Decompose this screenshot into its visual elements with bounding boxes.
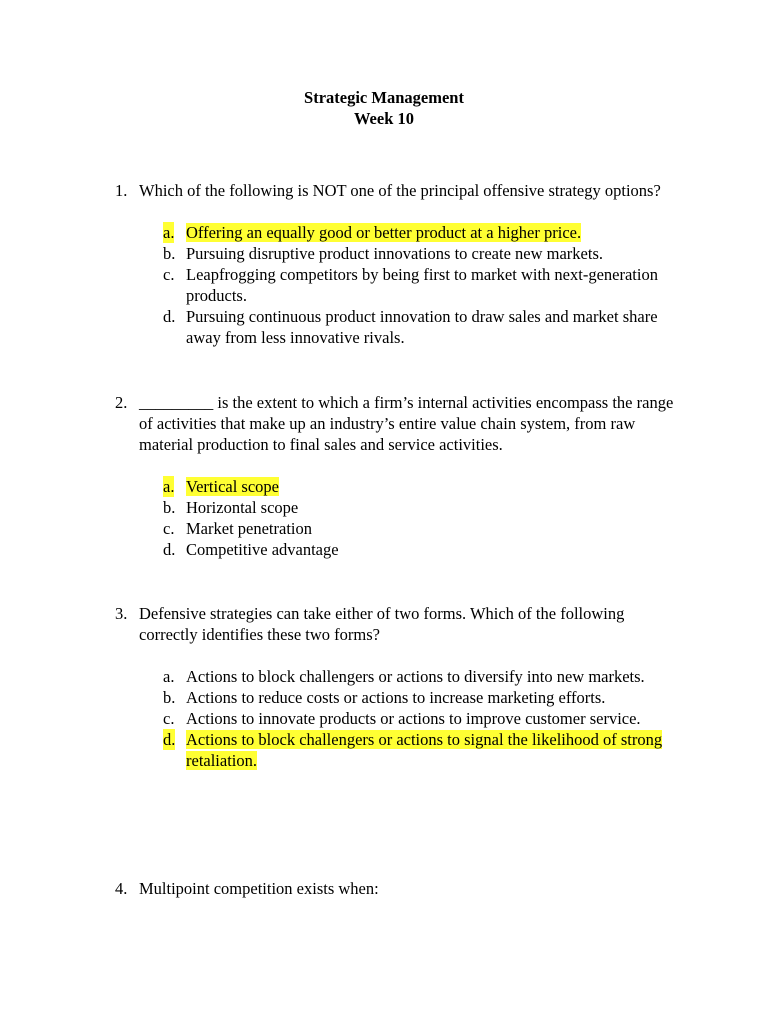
option-text: Actions to block challengers or actions to signal the likelihood of strong retaliation.: [186, 730, 663, 770]
answer-option-a: [163, 476, 683, 497]
question-number: 2.: [115, 393, 128, 412]
answer-options: [163, 222, 683, 348]
answer-options: [163, 476, 683, 560]
document-header: [0, 87, 768, 129]
answer-option-c: [163, 518, 683, 539]
question-text: Defensive strategies can take either of two forms. Which of the following correctly identifies these two forms?: [139, 604, 625, 644]
answer-option-b: [163, 687, 683, 708]
question-2: [115, 392, 695, 560]
option-letter: c.: [163, 519, 175, 538]
option-text: Competitive advantage: [186, 540, 339, 559]
question-3: [115, 603, 695, 771]
option-text: Horizontal scope: [186, 498, 299, 517]
answer-option-b: [163, 497, 683, 518]
option-letter: d.: [163, 307, 176, 326]
option-letter: c.: [163, 709, 175, 728]
answer-option-a: [163, 222, 683, 243]
option-letter: d.: [163, 540, 176, 559]
answer-option-d: [163, 729, 683, 771]
question-text: _________ is the extent to which a firm’s internal activities encompass the range of activities that make up an industry’s entire value chain system, from raw material production to final sales and service activities.: [139, 393, 674, 454]
question-1: [115, 180, 695, 348]
answer-option-c: [163, 264, 683, 306]
question-number: 3.: [115, 604, 128, 623]
answer-options: [163, 666, 683, 771]
option-text: Leapfrogging competitors by being first to market with next-generation products.: [186, 265, 658, 305]
option-letter: a.: [163, 477, 175, 496]
option-letter: b.: [163, 688, 176, 707]
option-text: Vertical scope: [186, 477, 279, 496]
option-text: Actions to block challengers or actions to diversify into new markets.: [186, 667, 645, 686]
option-letter: b.: [163, 498, 176, 517]
option-letter: b.: [163, 244, 176, 263]
question-number: 4.: [115, 879, 128, 898]
question-4: [115, 878, 695, 899]
option-letter: a.: [163, 667, 175, 686]
answer-option-d: [163, 306, 683, 348]
answer-option-b: [163, 243, 683, 264]
question-number: 1.: [115, 181, 128, 200]
option-letter: d.: [163, 730, 176, 749]
option-text: Actions to innovate products or actions to improve customer service.: [186, 709, 641, 728]
question-text: Multipoint competition exists when:: [139, 879, 379, 898]
option-text: Pursuing disruptive product innovations to create new markets.: [186, 244, 603, 263]
option-text: Offering an equally good or better product at a higher price.: [186, 223, 582, 242]
option-text: Market penetration: [186, 519, 312, 538]
answer-option-c: [163, 708, 683, 729]
option-text: Pursuing continuous product innovation to draw sales and market share away from less innovative rivals.: [186, 307, 658, 347]
option-text: Actions to reduce costs or actions to increase marketing efforts.: [186, 688, 606, 707]
answer-option-a: [163, 666, 683, 687]
question-text: Which of the following is NOT one of the principal offensive strategy options?: [139, 181, 661, 200]
document-title: Strategic Management: [304, 88, 464, 107]
answer-option-d: [163, 539, 683, 560]
option-letter: c.: [163, 265, 175, 284]
option-letter: a.: [163, 223, 175, 242]
document-subtitle: Week 10: [353, 109, 415, 128]
